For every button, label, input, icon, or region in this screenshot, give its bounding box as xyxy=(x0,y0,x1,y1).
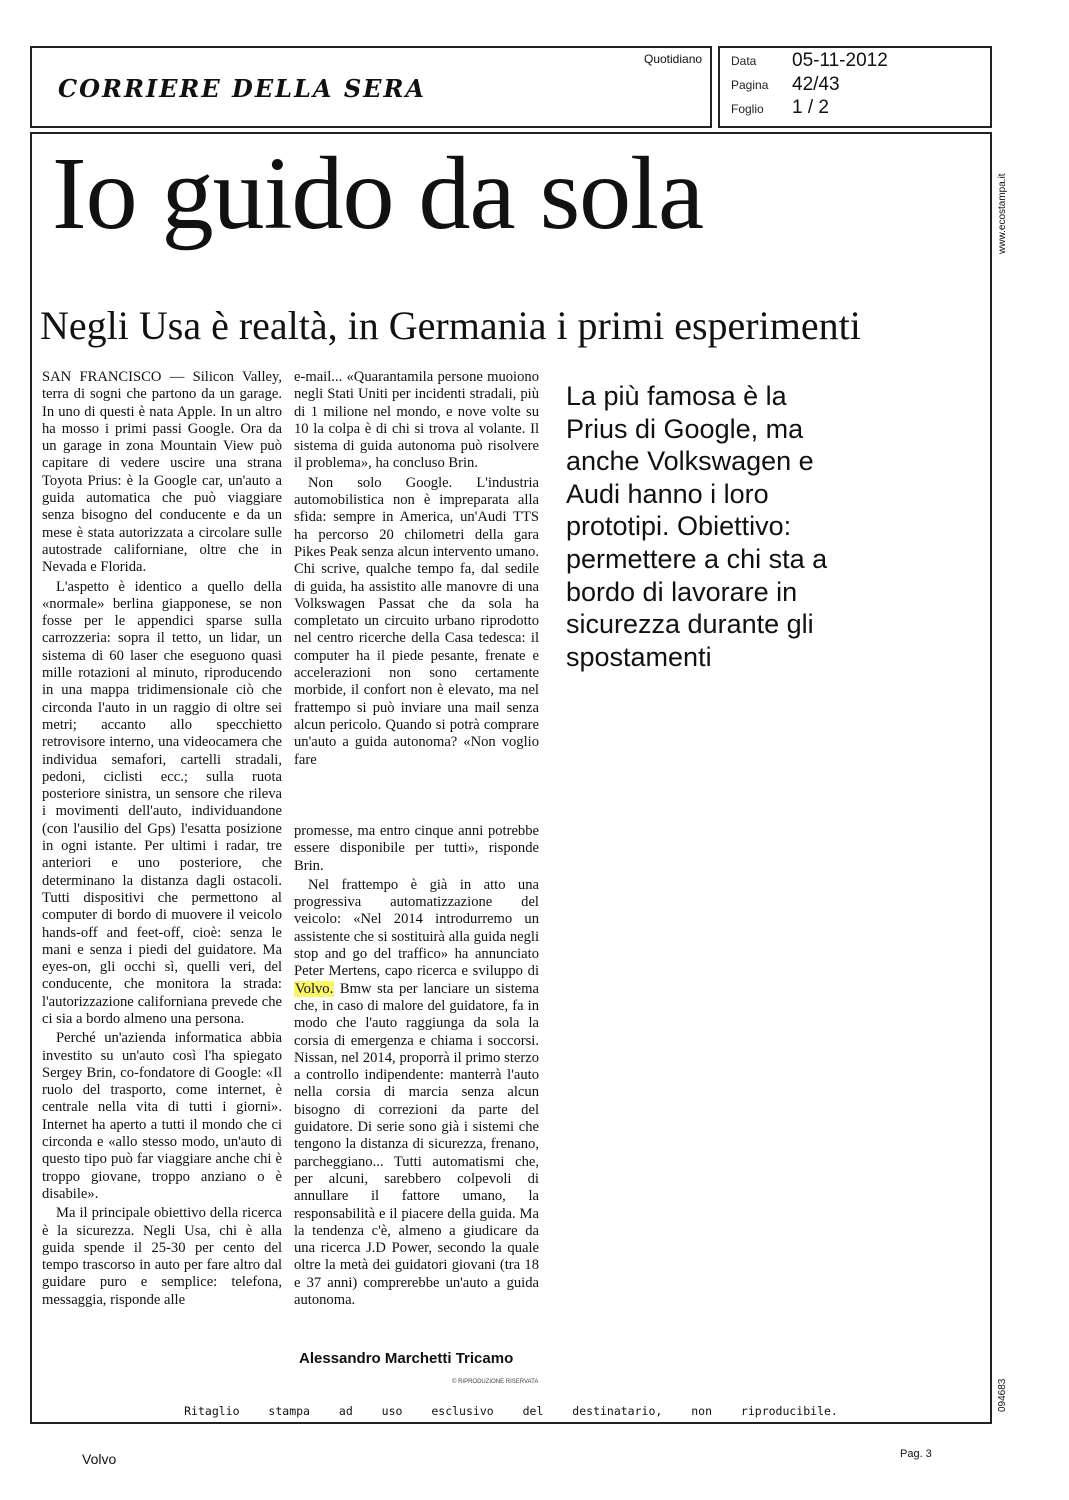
paragraph-text: Bmw sta per lanciare un sistema che, in caso di malore del guidatore, fa in modo che l'auto raggiunga da sola la corsia di emergenza e chiama i soccorsi. Nissan, nel 2014, proporrà il primo sterzo a controllo indipendente: manterrà l'auto nella corsia di marcia senza alcun bisogno di correzioni da parte del guidatore. Di serie sono già i sistemi che tengono la distanza di sicurezza, frenano, parcheggiano... Tutti automatismi che, per alcuni, sarebbero colpevoli di annullare il fattore umano, la responsabilità e il piacere della guida. Ma la tendenza c'è, almeno a giudicare da una ricerca J.D Power, secondo la quale oltre la metà dei guidatori giovani (tra 18 e 37 anni) comprerebbe un'auto a guida autonoma. xyxy=(294,980,539,1309)
subheadline: Negli Usa è realtà, in Germania i primi esperimenti xyxy=(40,303,861,348)
headline: Io guido da sola xyxy=(52,136,704,251)
watermark-url xyxy=(995,146,1013,256)
watermark-code xyxy=(995,1360,1013,1416)
watermark-url-text: www.ecostampa.it xyxy=(997,173,1008,254)
newspaper-name: CORRIERE DELLA SERA xyxy=(58,74,427,103)
article-column-1 xyxy=(42,369,282,1309)
page-number: Pag. 3 xyxy=(900,1448,932,1460)
clipping-notice-text: Ritaglio stampa ad uso esclusivo del destinatario, non riproducibile. xyxy=(184,1404,838,1418)
rights-notice: © RIPRODUZIONE RISERVATA xyxy=(452,1379,539,1385)
author-signature: Alessandro Marchetti Tricamo xyxy=(299,1350,514,1367)
watermark-code-text: 094683 xyxy=(997,1378,1008,1412)
article-column-2-top xyxy=(294,369,539,769)
paragraph: Ma il principale obiettivo della ricerca è la sicurezza. Negli Usa, chi è alla guida spende il 25-30 per cento del tempo trascorso in auto per fare altro dal guidare puro e semplice: telefona, messaggia, risponde alle xyxy=(42,1205,282,1308)
paragraph: promesse, ma entro cinque anni potrebbe essere disponibile per tutti», risponde Brin. xyxy=(294,823,539,874)
page-value: 42/43 xyxy=(792,74,840,95)
paragraph: SAN FRANCISCO — Silicon Valley, terra di sogni che partono da un garage. In uno di questi è nata Apple. In un altro ha mosso i primi passi Google. Ora da un garage in zona Mountain View può capitare di vedere uscire una strana Toyota Prius: è la Google car, un'auto a guida automatica che può viaggiare senza bisogno del conducente e da un mese è stata autorizzata a circolare sulle autostrade californiane, oltre che in Nevada e Florida. xyxy=(42,369,282,576)
date-label: Data xyxy=(731,54,757,68)
keyword-tag: Volvo xyxy=(82,1451,117,1467)
paragraph xyxy=(294,877,539,1309)
sheet-label: Foglio xyxy=(731,102,764,116)
pull-quote: La più famosa è la Prius di Google, ma anche Volkswagen e Audi hanno i loro prototipi. Obiettivo: permettere a chi sta a bordo di lavorare in sicurezza durante gli spostamenti xyxy=(566,381,828,672)
article-column-2-bottom xyxy=(294,823,539,1309)
paragraph: L'aspetto è identico a quello della «normale» berlina giapponese, se non fosse per le appendici sparse sulla carrozzeria: sopra il tetto, un lidar, un sistema di 60 laser che eseguono quasi mille rotazioni al minuto, riproducendo in una mappa tridimensionale ciò che circonda l'auto in un raggio di oltre sei metri; accanto allo specchietto retrovisore interno, una videocamera che individua semafori, cartelli stradali, pedoni, ciclisti ecc.; sulla ruota posteriore sinistra, un sensore che rileva i movimenti dell'auto, individuandone (con l'ausilio del Gps) l'esatta posizione in ogni istante. Per ultimi i radar, tre anteriori e uno posteriore, che determinano la distanza dagli ostacoli. Tutti dispositivi che permettono al computer di bordo di muovere il veicolo hands-off and feet-off, cioè: senza le mani e senza i piedi del guidatore. Ma eyes-on, gli occhi sì, quelli veri, del conducente, che monitora la strada: l'autorizzazione californiana prevede che ci sia a bordo almeno una persona. xyxy=(42,578,282,1027)
paragraph: Perché un'azienda informatica abbia investito su un'auto così l'ha spiegato Sergey Brin, co-fondatore di Google: «Il ruolo del trasporto, come internet, è centrale nella vita di tutti i giorni». Internet ha aperto a tutti il mondo che ci circonda e «allo stesso modo, un'auto di questo tipo può far viaggiare anche chi è troppo giovane, troppo anziano o è disabile». xyxy=(42,1030,282,1202)
paragraph: e-mail... «Quarantamila persone muoiono negli Stati Uniti per incidenti stradali, più di 1 milione nel mondo, e nove volte su 10 la colpa è di chi si trova al volante. Il sistema di guida autonoma può risolvere il problema», ha concluso Brin. xyxy=(294,369,539,472)
paragraph-text: Nel frattempo è già in atto una progressiva automatizzazione del veicolo: «Nel 2014 introdurremo un assistente che si sostituirà alla guida negli stop and go del traffico» ha annunciato Peter Mertens, capo ricerca e sviluppo di xyxy=(294,876,539,980)
publication-type: Quotidiano xyxy=(644,52,703,66)
paragraph: Non solo Google. L'industria automobilistica non è impreparata alla sfida: sempre in America, un'Audi TTS ha percorso 20 chilometri della gara Pikes Peak senza alcun intervento umano. Chi scrive, qualche tempo fa, dal sedile di guida, ha assistito alle manovre di una Volkswagen Passat che da sola ha completato un circuito urbano riprodotto nel centro ricerche della Casa tedesca: il computer ha il piede pesante, frenate e accelerazioni non sono certamente morbide, il confort non è elevato, ma nel frattempo si può inviare una mail senza alcun pericolo. Quando si potrà comprare un'auto a guida autonoma? «Non voglio fare xyxy=(294,474,539,768)
date-value: 05-11-2012 xyxy=(792,50,888,71)
page-label: Pagina xyxy=(731,78,769,92)
highlighted-keyword: Volvo. xyxy=(295,980,334,997)
sheet-value: 1 / 2 xyxy=(792,97,829,118)
clipping-notice xyxy=(38,1404,984,1418)
